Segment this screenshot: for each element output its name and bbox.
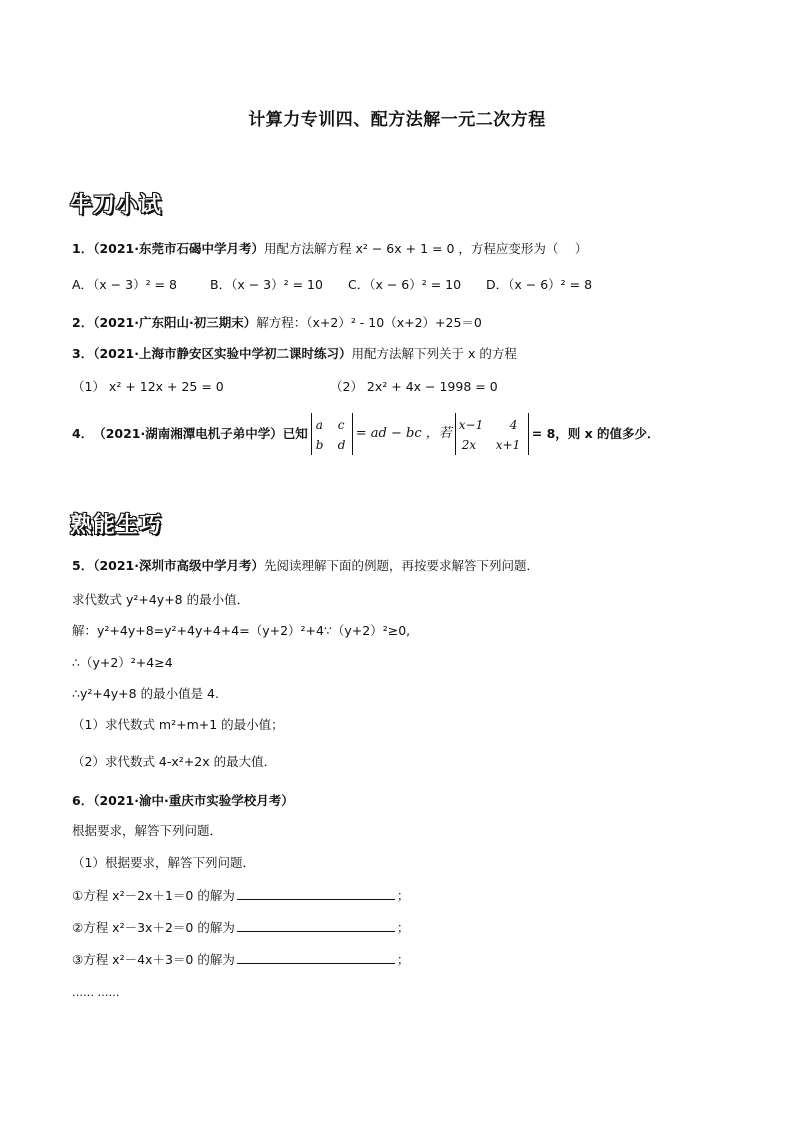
q6-item-1 [72,887,409,904]
q1-option-a: A．（x − 3）² = 8 [72,277,177,292]
section-heading-2: 熟能生巧 [70,513,163,538]
q5-line-4: ∴y²+4y+8 的最小值是 4. [72,686,219,701]
det1-d: d [337,438,346,452]
question-3-number: 3． [72,346,94,361]
question-4-mid: = ad − bc ，若 [355,426,452,441]
det2-a: x−1 [458,418,484,432]
determinant-definition [311,413,353,455]
q6-item-3 [72,951,409,968]
question-1-source: （2021·东莞市石碣中学月考） [93,241,264,256]
q5-part-1: （1）求代数式 m²+m+1 的最小值； [72,717,284,732]
question-4-post: = 8，则 x 的值多少． [531,426,660,441]
question-2-source: （2021·广东阳山·初三期末） [93,315,257,330]
question-4-pre: 已知 [282,426,308,441]
question-3-source: （2021·上海市静安区实验中学初二课时练习） [93,346,352,361]
question-1-number: 1． [72,241,94,256]
q6-item-1-semicolon: ； [396,888,410,903]
q6-item-3-text: ③方程 x²－4x＋3＝0 的解为 [72,952,235,967]
det2-b: 4 [509,418,518,432]
question-4-source: （2021·湖南湘潭电机子弟中学） [93,426,283,441]
q5-line-1: 求代数式 y²+4y+8 的最小值． [72,592,250,607]
question-1 [72,241,587,257]
q5-line-3: ∴（y+2）²+4≥4 [72,655,173,670]
question-2 [72,315,482,331]
q6-line-1: 根据要求，解答下列问题． [72,823,223,838]
section-heading-1: 牛刀小试 [70,193,163,218]
question-6-number: 6． [72,793,94,808]
det2-d: x+1 [495,438,521,452]
question-2-number: 2． [72,315,94,330]
q5-line-2: 解：y²+4y+8=y²+4y+4+4=（y+2）²+4∵（y+2）²≥0, [72,623,411,638]
question-5-text: 先阅读理解下面的例题，再按要求解答下列问题． [264,558,540,573]
q6-item-2 [72,919,409,936]
question-6 [72,793,294,809]
page-title: 计算力专训四、配方法解一元二次方程 [248,110,546,130]
q6-answer-blank-1[interactable] [237,887,395,900]
q5-part-2: （2）求代数式 4-x²+2x 的最大值． [72,754,277,769]
q1-option-d: D．（x − 6）² = 8 [486,277,593,292]
q3-part-2: （2） 2x² + 4x − 1998 = 0 [330,379,498,394]
q6-ellipsis: …… …… [72,986,120,999]
det1-c: b [315,438,324,452]
question-1-text: 用配方法解方程 x² − 6x + 1 = 0 ，方程应变形为（ ） [264,241,588,256]
question-5-number: 5． [72,558,94,573]
question-5-source: （2021·深圳市高级中学月考） [93,558,264,573]
q6-answer-blank-2[interactable] [237,919,395,932]
det1-b: c [337,418,345,432]
question-4-number: 4． [72,426,94,441]
question-3-text: 用配方法解下列关于 x 的方程 [351,346,517,361]
q6-line-2: （1）根据要求，解答下列问题． [72,855,255,870]
question-6-source: （2021·渝中·重庆市实验学校月考） [93,793,294,808]
det2-c: 2x [461,438,477,452]
det1-a: a [315,418,323,432]
q1-option-c: C．（x − 6）² = 10 [348,277,462,292]
q6-item-2-text: ②方程 x²－3x＋2＝0 的解为 [72,920,235,935]
q3-part-1: （1） x² + 12x + 25 = 0 [72,379,224,394]
q1-option-b: B．（x − 3）² = 10 [210,277,323,292]
question-4 [72,411,660,457]
q6-item-1-text: ①方程 x²－2x＋1＝0 的解为 [72,888,235,903]
question-5 [72,558,539,574]
determinant-given [455,413,529,455]
q6-item-3-semicolon: ； [396,952,410,967]
question-2-text: 解方程：（x+2）² - 10（x+2）+25＝0 [256,315,482,330]
question-3 [72,346,517,362]
q6-item-2-semicolon: ； [396,920,410,935]
q6-answer-blank-3[interactable] [237,951,395,964]
